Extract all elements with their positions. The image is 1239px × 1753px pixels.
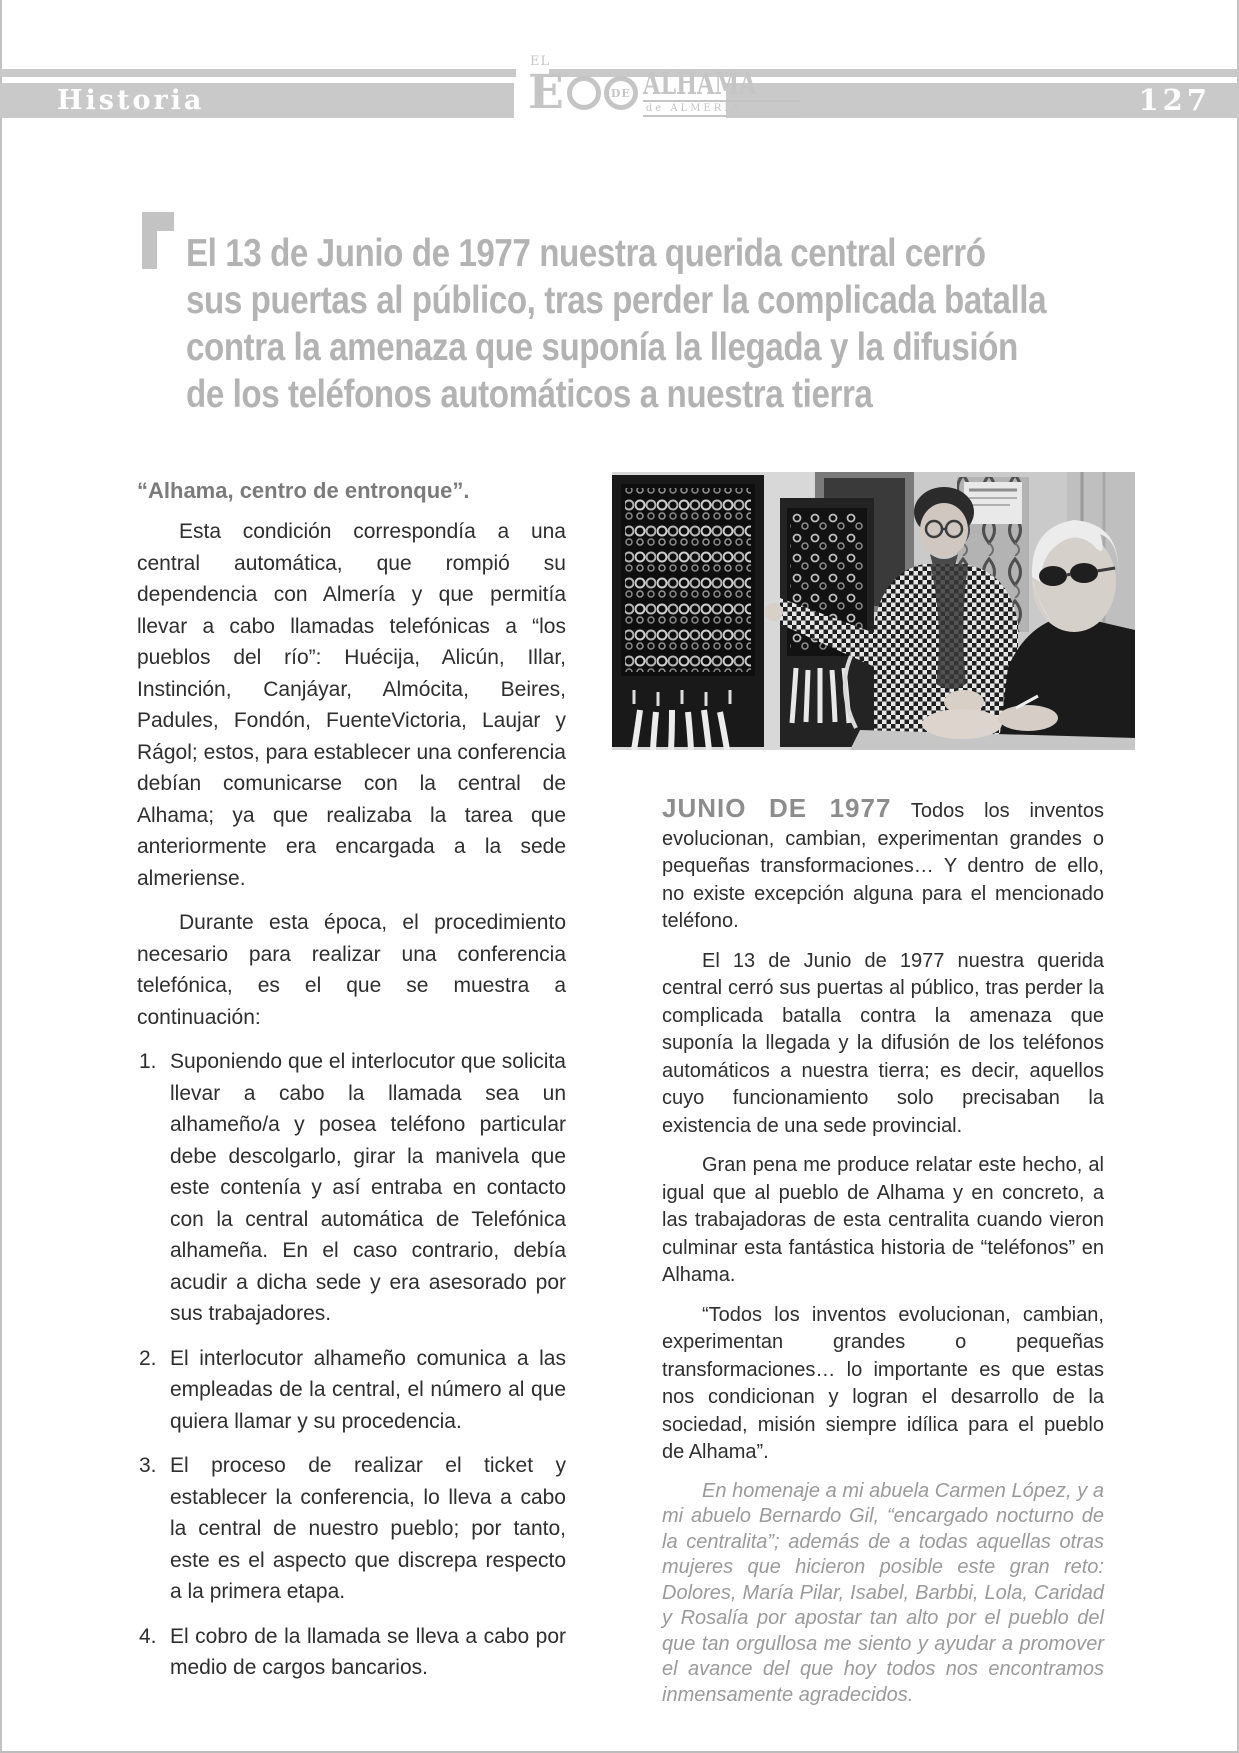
paragraph: El 13 de Junio de 1977 nuestra querida central cerró sus puertas al público, tras perder la complicada batalla contra la amenaza que suponía la llegada y la difusión de los teléfonos automáticos a nuestra tierra; es decir, aquellos cuyo funcionamiento solo precisaban la existencia de una sede provincial. xyxy=(662,949,1104,1137)
list-item-text: El interlocutor alhameño comunica a las empleadas de la central, el número al que quiera llamar y su procedencia. xyxy=(170,1346,566,1433)
list-item-number: 1. xyxy=(139,1050,157,1073)
list-item-text: El cobro de la llamada se lleva a cabo por medio de cargos bancarios. xyxy=(170,1624,566,1679)
list-item xyxy=(137,1343,566,1438)
headline-line-1: El 13 de Junio de 1977 nuestra querida central cerró xyxy=(186,232,986,275)
headline-line-2: sus puertas al público, tras perder la complicada batalla xyxy=(186,279,1047,322)
section-title: Historia xyxy=(57,85,205,116)
lead-text: Todos los inventos evolucionan, cambian, experimentan grandes o pequeñas transformaciones… Y dentro de ello, no existe excepción alguna para el mencionado teléfono. xyxy=(662,800,1104,932)
pull-quote-corner-icon xyxy=(142,212,174,269)
logo-de-text: DE xyxy=(610,86,631,100)
headline-line-3: contra la amenaza que suponía la llegada y la difusión xyxy=(186,326,1018,369)
dedication-paragraph: En homenaje a mi abuela Carmen López, y a mi abuelo Bernardo Gil, “encargado nocturno de la centralita”; además de a todas aquellas otras mujeres que hicieron posible este gran reto: Dolores, María Pilar, Isabel, Barbbi, Lola, Caridad y Rosalía por apostar tan alto por el pueblo del que tan orgullosa me siento y ayudar a promover el avance del que hoy todos nos encontramos inmensamente agradecidos. xyxy=(662,1479,1104,1706)
logo-eco-row xyxy=(528,65,800,120)
logo-alhama-block xyxy=(642,66,801,117)
list-item xyxy=(137,1450,566,1608)
list-item-number: 3. xyxy=(139,1454,157,1477)
pull-quote-headline xyxy=(186,230,1046,418)
logo-eco-de-alhama xyxy=(516,52,757,122)
paragraph: Durante esta época, el procedimiento necesario para realizar una conferencia telefónica, es el que se muestra a continuación: xyxy=(137,911,566,1029)
logo-de-almeria-text: de ALMERÍA xyxy=(643,100,801,117)
logo-el-text: EL xyxy=(530,54,551,69)
list-item xyxy=(137,1046,566,1330)
paragraph: “Todos los inventos evolucionan, cambian, experimentan grandes o pequeñas transformaciones… lo importante es que estas nos condicionan y logran el desarrollo de la sociedad, misión siempre idílica para el pueblo de Alhama”. xyxy=(662,1303,1104,1463)
header-band-pagenumber xyxy=(726,83,1239,118)
list-item xyxy=(137,1621,566,1684)
header-band-section xyxy=(0,83,514,118)
paragraph: Esta condición correspondía a una central automática, que rompió su dependencia con Almería y que permitía llevar a cabo llamadas telefónicas a “los pueblos del río”: Huécija, Alicún, Illar, Instinción, Canjáyar, Almócita, Beires, Padules, Fondón, FuenteVictoria, Laujar y Rágol; estos, para establecer una conferencia debían comunicarse con la central de Alhama; ya que realizaba la tarea que anteriormente era encargada a la sede almeriense. xyxy=(137,520,566,890)
list-item-number: 2. xyxy=(139,1346,157,1370)
right-column xyxy=(662,795,1104,1720)
left-column xyxy=(137,478,566,1697)
page-number: 127 xyxy=(1138,83,1211,117)
list-item-number: 4. xyxy=(139,1624,157,1648)
headline-line-4: de los teléfonos automáticos a nuestra tierra xyxy=(186,373,873,416)
logo-ring-c-icon xyxy=(567,76,601,110)
lead-paragraph xyxy=(662,795,1104,936)
logo-letter-e: E xyxy=(528,65,564,120)
junio-1977-lead-in: JUNIO DE 1977 xyxy=(662,793,892,823)
list-item-text: El proceso de realizar el ticket y establecer la conferencia, lo lleva a cabo la central de nuestro pueblo; por tanto, este es el aspecto que discrepa respecto a la primera etapa. xyxy=(170,1454,566,1603)
list-item-text: Suponiendo que el interlocutor que solicita llevar a cabo la llamada sea un alhameño/a y posea teléfono particular debe descolgarlo, girar la manivela que este contenía y así entraba en contacto con la central automática de Telefónica alhameña. En el caso contrario, debía acudir a dicha sede y era asesorado por sus trabajadores. xyxy=(170,1050,566,1325)
logo-alhama-text: ALHAMA xyxy=(642,66,757,102)
switchboard-photo xyxy=(612,472,1135,750)
header-thin-rule-left xyxy=(0,69,516,77)
logo-ring-o-icon xyxy=(604,76,638,110)
paragraph: Gran pena me produce relatar este hecho, al igual que al pueblo de Alhama y en concreto, a las trabajadoras de esta centralita cuando vieron culminar esta fantástica historia de “teléfonos” en Alhama. xyxy=(662,1154,1104,1286)
left-column-heading: “Alhama, centro de entronque”. xyxy=(137,478,470,503)
page-left-edge-line xyxy=(0,0,2,1753)
